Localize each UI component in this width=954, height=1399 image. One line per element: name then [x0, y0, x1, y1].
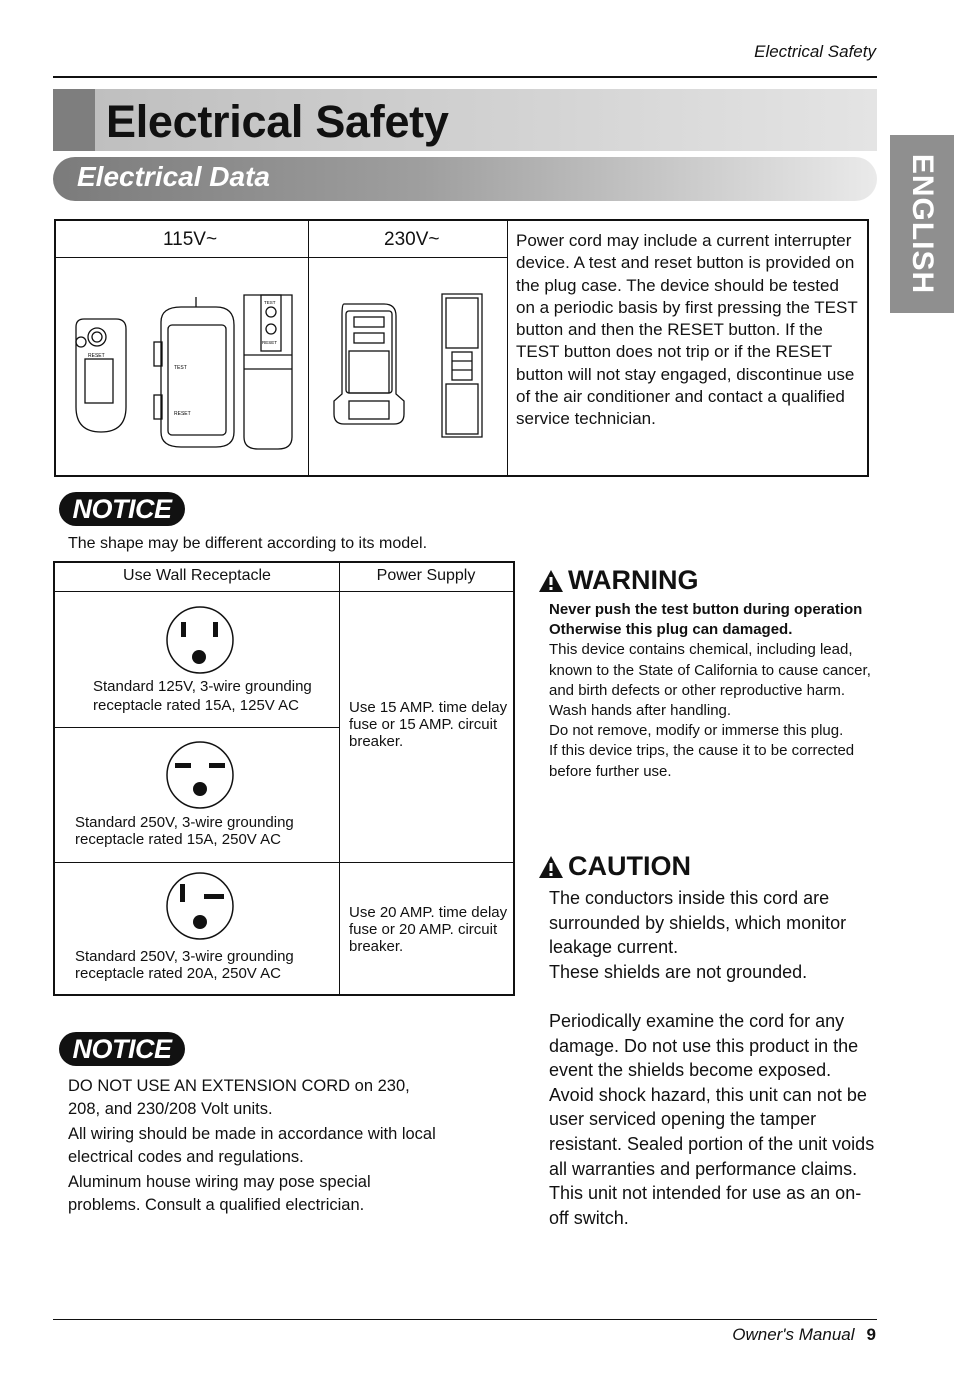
- table-divider: [55, 862, 513, 863]
- table-divider: [339, 563, 340, 994]
- notice-aluminum-wiring: Aluminum house wiring may pose special problems. Consult a qualified electrician.: [68, 1173, 371, 1214]
- bottom-rule: [53, 1319, 877, 1320]
- caution-triangle-icon: [538, 855, 564, 879]
- table-divider: [55, 727, 339, 728]
- plug-illustrations-230v: [324, 289, 504, 459]
- caution-conductors: The conductors inside this cord are surrounded by shields, which monitor leakage current.: [549, 888, 847, 958]
- electrical-data-table: [54, 219, 869, 477]
- supply-20amp-text: Use 20 AMP. time delay fuse or 20 AMP. circuit breaker.: [349, 904, 508, 955]
- title-mark: [53, 89, 95, 151]
- caution-body: [549, 886, 879, 1230]
- caution-spacer: [549, 984, 879, 1009]
- warning-heading: [538, 565, 699, 596]
- warning-body: [549, 600, 879, 782]
- warning-bold-2: Otherwise this plug can damaged.: [549, 621, 793, 639]
- receptacle-250v-20a-caption: Standard 250V, 3-wire grounding receptacle rated 20A, 250V AC: [75, 948, 294, 982]
- notice-badge-2: NOTICE: [59, 1032, 185, 1066]
- top-rule: [53, 76, 877, 78]
- warning-device-trips: If this device trips, the cause it to be corrected before further use.: [549, 742, 855, 780]
- plug-label-test: TEST: [174, 365, 187, 371]
- plug-label-test-small: TEST: [264, 300, 276, 305]
- receptacle-250v-15a-caption: Standard 250V, 3-wire grounding receptacle rated 15A, 250V AC: [75, 814, 294, 848]
- receptacle-125v-icon: [164, 604, 236, 676]
- receptacle-table: [53, 561, 515, 996]
- table-divider: [55, 591, 513, 592]
- caution-not-grounded: These shields are not grounded.: [549, 961, 808, 982]
- column-header-115v: 115V~: [163, 229, 218, 250]
- power-cord-description: Power cord may include a current interrupter device. A test and reset button is provided on the plug case. The device should be tested on a periodic basis by first pressing the TEST button and then the RESET button. If the TEST button does not trip or if the RESET button will not stay engaged, discontinue use of the air conditioner and contact a qualified service technician.: [516, 231, 858, 429]
- footer-label: Owner's Manual: [732, 1325, 855, 1344]
- receptacle-125v-caption: Standard 125V, 3-wire grounding receptacle rated 15A, 125V AC: [93, 678, 312, 714]
- header-power-supply: Power Supply: [376, 567, 476, 584]
- language-tab-label: ENGLISH: [906, 153, 940, 295]
- caution-heading: [538, 851, 691, 882]
- table-divider: [56, 257, 507, 258]
- caution-label: CAUTION: [568, 851, 691, 881]
- receptacle-250v-15a-icon: [164, 739, 236, 811]
- section-title: Electrical Data: [77, 161, 270, 192]
- notice-wiring-codes: All wiring should be made in accordance with local electrical codes and regulations.: [68, 1125, 436, 1166]
- supply-15amp-text: Use 15 AMP. time delay fuse or 15 AMP. circuit breaker.: [349, 699, 508, 750]
- plug-illustrations-115v: [66, 287, 301, 457]
- notice-shape-text: The shape may be different according to its model.: [68, 535, 428, 552]
- column-header-230v: 230V~: [384, 229, 440, 250]
- plug-label-reset-small: RESET: [262, 340, 278, 345]
- warning-wash-hands: Wash hands after handling.: [549, 702, 732, 720]
- receptacle-250v-20a-icon: [164, 870, 236, 942]
- warning-bold-1: Never push the test button during operation: [549, 601, 863, 618]
- header-wall-receptacle: Use Wall Receptacle: [123, 567, 271, 584]
- language-tab-label-wrap: [890, 135, 954, 313]
- warning-chemical-text: This device contains chemical, including lead, known to the State of California to cause cancer, and birth defects or other reproductive harm.: [549, 641, 871, 699]
- page-title: Electrical Safety: [106, 96, 449, 147]
- warning-label: WARNING: [568, 565, 699, 595]
- running-head: Electrical Safety: [754, 42, 876, 61]
- notice-extension-cord: DO NOT USE AN EXTENSION CORD on 230, 208, and 230/208 Volt units.: [68, 1077, 410, 1118]
- warning-do-not-remove: Do not remove, modify or immerse this plug.: [549, 722, 844, 740]
- notice-badge: NOTICE: [59, 492, 185, 526]
- warning-triangle-icon: [538, 569, 564, 593]
- plug-label-reset: RESET: [88, 353, 105, 359]
- footer: [732, 1325, 876, 1345]
- page-number: 9: [866, 1325, 876, 1344]
- plug-label-reset-2: RESET: [174, 411, 191, 417]
- caution-examine-cord: Periodically examine the cord for any damage. Do not use this product in the event the shields become exposed. Avoid shock hazard, this unit can not be user serviced opening the tamper resistant. Sealed portion of the unit voids all warranties and performance claims. This unit not intended for use as an on-off switch.: [549, 1010, 875, 1228]
- table-divider: [507, 221, 508, 475]
- table-divider: [308, 221, 309, 475]
